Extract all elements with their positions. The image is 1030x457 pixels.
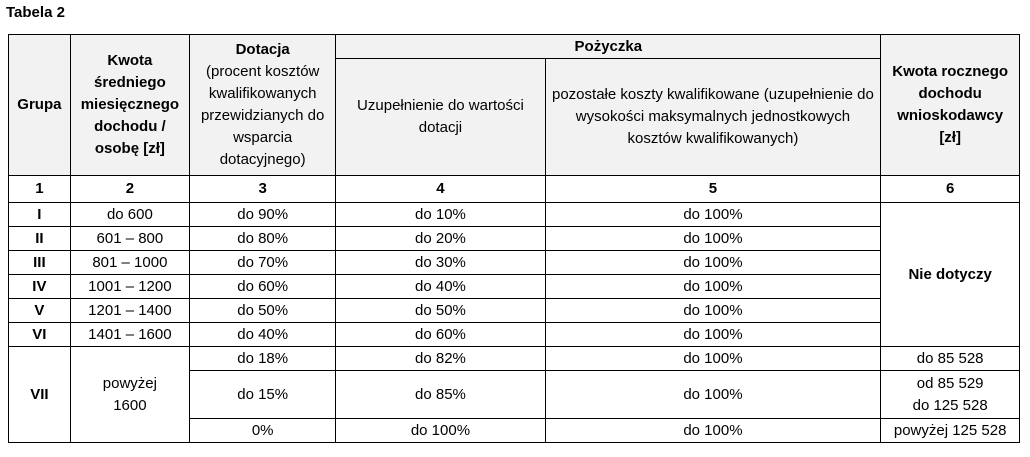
cell-roczny-line1: od 85 529 [916,374,984,392]
cell-dotacja: do 50% [190,299,336,323]
cell-grupa-vii: VII [9,347,71,443]
cell-uzupelnienie: do 40% [336,275,545,299]
cell-uzupelnienie: do 100% [336,419,545,443]
cell-dotacja: do 40% [190,323,336,347]
cell-kwota-vii-line2: 1600 [113,396,147,414]
cell-pozostale: do 100% [545,347,881,371]
header-pozyczka: Pożyczka [336,35,881,59]
income-table [8,34,1020,443]
cell-pozostale: do 100% [545,203,881,227]
cell-pozostale: do 100% [545,251,881,275]
cell-pozostale: do 100% [545,299,881,323]
cell-kwota: 1401 – 1600 [70,323,189,347]
header-dotacja [190,35,336,176]
cell-dotacja: do 80% [190,227,336,251]
cell-grupa: II [9,227,71,251]
header-dotacja-title: Dotacja [235,41,290,58]
cell-kwota: do 600 [70,203,189,227]
header-kwota-rocznego: Kwota rocznego dochodu wnioskodawcy [zł] [881,35,1020,176]
cell-roczny: powyżej 125 528 [881,419,1020,443]
table-row [9,227,1020,251]
cell-uzupelnienie: do 85% [336,371,545,419]
table-row [9,323,1020,347]
cell-dotacja: do 60% [190,275,336,299]
col-number-4: 4 [336,176,545,203]
col-number-6: 6 [881,176,1020,203]
cell-dotacja: do 70% [190,251,336,275]
cell-uzupelnienie: do 30% [336,251,545,275]
cell-kwota: 601 – 800 [70,227,189,251]
cell-grupa: III [9,251,71,275]
cell-pozostale: do 100% [545,275,881,299]
cell-uzupelnienie: do 20% [336,227,545,251]
header-pozostale: pozostałe koszty kwalifikowane (uzupełnienie do wysokości maksymalnych jednostkowych kosztów kwalifikowanych) [545,59,881,176]
cell-pozostale: do 100% [545,371,881,419]
cell-kwota: 1001 – 1200 [70,275,189,299]
cell-dotacja: do 90% [190,203,336,227]
col-number-2: 2 [70,176,189,203]
cell-pozostale: do 100% [545,323,881,347]
col-number-1: 1 [9,176,71,203]
cell-kwota-vii [70,347,189,443]
cell-dotacja: do 15% [190,371,336,419]
cell-roczny [881,371,1020,419]
cell-nie-dotyczy: Nie dotyczy [881,203,1020,347]
header-grupa: Grupa [9,35,71,176]
cell-kwota: 801 – 1000 [70,251,189,275]
cell-uzupelnienie: do 60% [336,323,545,347]
cell-grupa: IV [9,275,71,299]
cell-kwota: 1201 – 1400 [70,299,189,323]
table-row [9,347,1020,371]
cell-roczny-line2: do 125 528 [912,396,988,414]
table-caption: Tabela 2 [6,4,65,21]
table-row [9,203,1020,227]
col-number-3: 3 [190,176,336,203]
table-row [9,299,1020,323]
cell-uzupelnienie: do 82% [336,347,545,371]
cell-dotacja: do 18% [190,347,336,371]
cell-grupa: I [9,203,71,227]
header-kwota-sredniego: Kwota średniego miesięcznego dochodu / osobę [zł] [70,35,189,176]
cell-roczny: do 85 528 [881,347,1020,371]
cell-uzupelnienie: do 50% [336,299,545,323]
cell-pozostale: do 100% [545,227,881,251]
cell-kwota-vii-line1: powyżej [102,374,157,392]
cell-dotacja: 0% [190,419,336,443]
table-row [9,275,1020,299]
cell-grupa: V [9,299,71,323]
header-uzupelnienie: Uzupełnienie do wartości dotacji [336,59,545,176]
header-dotacja-sub: (procent kosztów kwalifikowanych przewidzianych do wsparcia dotacyjnego) [200,63,325,168]
col-number-5: 5 [545,176,881,203]
cell-uzupelnienie: do 10% [336,203,545,227]
table-row [9,251,1020,275]
cell-pozostale: do 100% [545,419,881,443]
cell-grupa: VI [9,323,71,347]
